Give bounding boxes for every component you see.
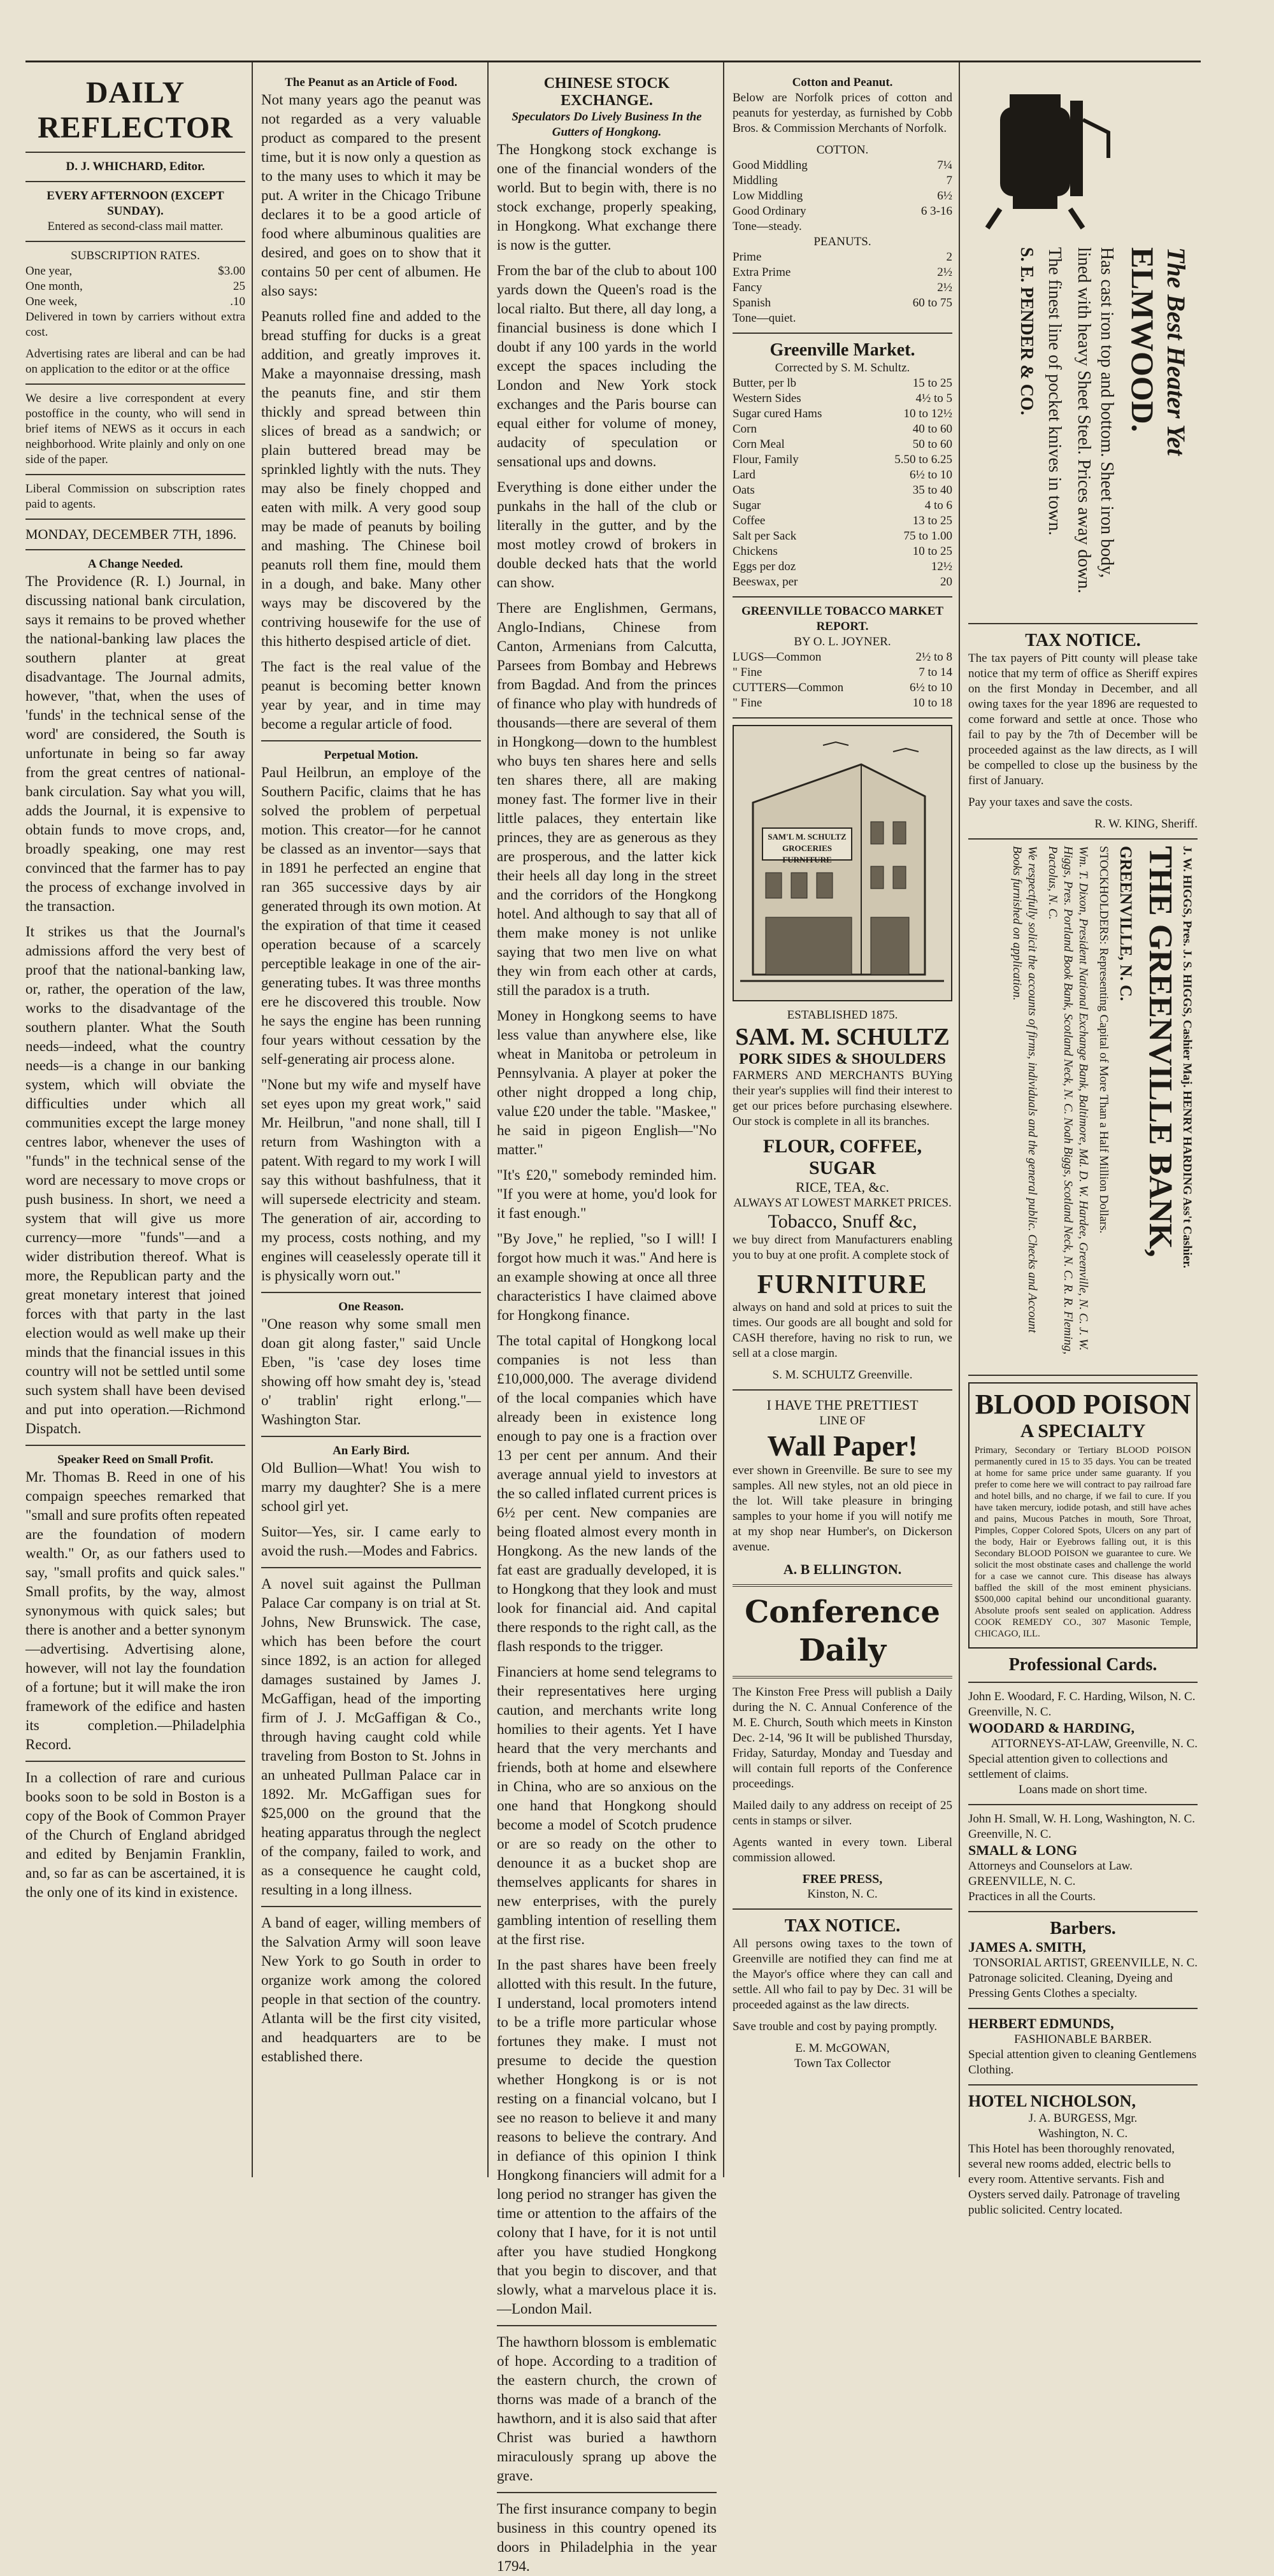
card-text: Loans made on short time.	[1018, 1783, 1148, 1796]
ad-signature: Town Tax Collector	[794, 2057, 891, 2070]
article-heading: Perpetual Motion.	[324, 748, 419, 762]
table-heading: COTTON.	[816, 143, 869, 157]
ad-title: Wall Paper!	[767, 1429, 918, 1462]
article-paragraph: "By Jove," he replied, "so I will! I forgot how much it was." And here is an example showing at once all three characteristics I have claimed above for Hongkong finance.	[497, 1231, 717, 1323]
section-heading: TAX NOTICE.	[784, 1916, 901, 1936]
article-subheading: Speculators Do Lively Business In the Gutters of Hongkong.	[512, 110, 702, 139]
table-heading: PEANUTS.	[813, 235, 871, 248]
ad-subtitle: RICE, TEA, &c.	[796, 1179, 889, 1195]
table-row: " Fine 10 to 18	[733, 696, 952, 710]
article-paragraph: "One reason why some small men doan git along faster," said Uncle Eben, "is 'case dey loses time showing off how smaht dey is, 'stead o' trablin' right erlong."—Washington Star.	[261, 1316, 481, 1428]
column-rule	[723, 62, 724, 2177]
ad-signature: E. M. McGOWAN,	[795, 2042, 890, 2055]
ad-subtitle: FREE PRESS,	[802, 1872, 883, 1886]
article-paragraph: Not many years ago the peanut was not regarded as a very valuable product as compared to the present time, but it is now only a question as to the many uses to which it may be put. A writer in the Chicago Tribune declares it to be a good article of food where albuminous qualities are desired, and goes on to show that it contains 50 per cent of albumen. He also says:	[261, 92, 481, 299]
ad-text: FARMERS AND MERCHANTS BUYing their year's supplies will find their interest to get our prices before purchasing elsewhere. Our stock is complete in all its branches.	[733, 1069, 952, 1128]
table-row: Extra Prime 2½	[733, 266, 952, 279]
column-5	[968, 75, 1198, 2217]
store-sign: SAM'L M. SCHULTZ GROCERIES FURNITURE	[768, 832, 847, 864]
article-heading: The Peanut as an Article of Food.	[285, 76, 457, 89]
column-rule	[959, 62, 960, 2177]
card-role: Washington, N. C.	[1038, 2127, 1128, 2140]
market-table	[733, 376, 952, 590]
column-1	[25, 75, 245, 2171]
ad-subtitle: Kinston, N. C.	[807, 1887, 878, 1901]
peanut-table	[733, 250, 952, 326]
column-2	[261, 75, 481, 2171]
table-row: Corn 40 to 60	[733, 422, 952, 436]
ad-title: The Best Heater Yet	[1162, 247, 1191, 455]
article-paragraph: It strikes us that the Journal's admissions afford the very best of proof that the national-banking law, or, rather, the operation of the law, works to the disadvantage of the southern planter. What the South needs—indeed, what the country needs—is a change in our banking system, which will obviate the difficulties under which all communities except the large money centres labor, whenever the uses of "funds" in the technical sense of the word are necessary to move crops or push business. In short, we need a system that will give us more currency—more "funds"—and a wider distribution thereof. What is more, the Republican party and the great monetary interest that joined forces with that party in the last election would as well make up their minds that the financial issues in this country will not be settled until some such system shall have been devised and put into operation.—Richmond Dispatch.	[25, 924, 245, 1436]
ad-subtitle: PORK SIDES & SHOULDERS	[739, 1051, 946, 1068]
table-row: Coffee 13 to 25	[733, 514, 952, 527]
card-text: Practices in all the Courts.	[968, 1890, 1096, 1903]
ad-text: Has cast iron top and bottom. Sheet iron body, lined with heavy Sheet Steel. Prices away down.	[1074, 247, 1117, 594]
article-paragraph: From the bar of the club to about 100 yards down the Queen's road is the local rialto. But there, all day long, a financial business is done which I doubt if any 100 yards in the world except the spaces including the London and New York stock exchanges and the Paris bourse can equal either for volume of money, audacity of speculation or sensational ups and downs.	[497, 262, 717, 469]
section-heading: Cotton and Peanut.	[792, 76, 893, 89]
ad-signature: A. B ELLINGTON.	[783, 1561, 902, 1577]
card-text: Special attention given to cleaning Gentlemens Clothing.	[968, 2048, 1197, 2077]
ad-title: ELMWOOD.	[1125, 247, 1161, 433]
article-paragraph: Money in Hongkong seems to have less value than anywhere else, like wheat in Manitoba or petroleum in Pennsylvania. A player at poker the other night dropped a long chip, value £20 under the table. "Maskee," he said in pigeon English—"No matter."	[497, 1008, 717, 1157]
market-subheading: Corrected by S. M. Schultz.	[775, 361, 910, 375]
card-text: Special attention given to collections and settlement of claims.	[968, 1752, 1168, 1781]
article-paragraph: Old Bullion—What! You wish to marry my daughter? She is a mere school girl yet.	[261, 1460, 481, 1514]
bank-ad	[968, 846, 1198, 1368]
ad-title: Conference Daily	[745, 1594, 940, 1668]
article-paragraph: "It's £20," somebody reminded him. "If you were at home, you'd look for it fast enough."	[497, 1167, 717, 1221]
established-line: ESTABLISHED 1875.	[787, 1008, 898, 1022]
article-paragraph: The fact is the real value of the peanut is becoming better known year by year, and in time may become a regular article of food.	[261, 659, 481, 732]
ad-subtitle: GREENVILLE, N. C.	[1117, 846, 1135, 1001]
market-subheading: BY O. L. JOYNER.	[794, 635, 891, 648]
ad-text: The tax payers of Pitt county will please take notice that my term of office as Sheriff expires on the first Monday in December, and all owing taxes for the year 1896 are requested to come forward and settle at once. Those who fail to pay by the 7th of December will be proceeded against as the law directs, as I will be compelled to close up the business by the first of January.	[968, 652, 1198, 787]
article-paragraph: The first insurance company to begin business in this country opened its doors in Philadelphia in the year 1794.	[497, 2501, 717, 2574]
advertising-text: Advertising rates are liberal and can be had on application to the editor or at the office	[25, 347, 245, 376]
table-row: Fancy 2½	[733, 281, 952, 294]
table-row: Western Sides 4½ to 5	[733, 392, 952, 405]
article-paragraph: "None but my wife and myself have set eyes upon my great work," said Mr. Heilbrun, "and none shall, till I return from Washington with a patent. With regard to my work I will say this without bashfulness, that it will supersede electricity and steam. The generation of air, according to my process, costs nothing, and my engines will ceaselessly operate till it is physically worn out."	[261, 1077, 481, 1284]
section-heading: Greenville Market.	[769, 340, 915, 360]
table-row: " Fine 7 to 14	[733, 666, 952, 679]
delivered-text: Delivered in town by carriers without extra cost.	[25, 310, 245, 339]
table-row: Tone—steady.	[733, 220, 802, 233]
article-paragraph: Suitor—Yes, sir. I came early to avoid the rush.—Modes and Fabrics.	[261, 1524, 481, 1559]
article-paragraph: In the past shares have been freely allotted with this result. In the future, I understand, local promoters intend to be a trifle more particular whose fortunes they make. I must not presume to decide the question whether Hongkong is or is not resting on a financial volcano, but I see no reason to believe it and many reasons to believe the contrary. And in defiance of this opinion I think Hongkong financiers will admit for a long period no stranger has given the time or attention to the affairs of the colony that I have, for it is not until after you have studied Hongkong that you begin to discover, and that slowly, what a marvelous place it is.—London Mail.	[497, 1957, 717, 2317]
article-paragraph: The hawthorn blossom is emblematic of hope. According to a tradition of the eastern church, the crown of thorns was made of a branch of the hawthorn, and it is also said that after Christ was buried a hawthorn miraculously sprang up above the grave.	[497, 2334, 717, 2484]
ad-text: Mailed daily to any address on receipt of 25 cents in stamps or silver.	[733, 1799, 952, 1828]
card-role: J. A. BURGESS, Mgr.	[1028, 2112, 1138, 2125]
heater-ad-text	[975, 247, 1191, 610]
table-row: Flour, Family 5.50 to 6.25	[733, 453, 952, 466]
article-paragraph: A novel suit against the Pullman Palace Car company is on trial at St. Johns, New Brunswick. The case, which has been before the court since 1892, is an action for alleged damages sustained by James J. McGaffigan, head of the importing firm of J. J. McGaffigan & Co., through having caught cold while traveling from Boston to St. Johns in an unheated Pullman Palace car in 1892. Mr. McGaffigan sues for $25,000 on the ground that the heating apparatus through the neglect of the company, failed to work, and as a consequence he caught cold, resulting in a long illness.	[261, 1576, 481, 1898]
card-role: ATTORNEYS-AT-LAW, Greenville, N. C.	[991, 1737, 1198, 1750]
article-paragraph: In a collection of rare and curious books soon to be sold in Boston is a copy of the Book of Common Prayer of the Church of England abridged and edited by Benjamin Franklin, and, so far as can be ascertained, it is the only one of its kind in existence.	[25, 1770, 245, 1900]
article-paragraph: Financiers at home send telegrams to their representatives here urging caution, and merchants write long homilies to their agents. Yet I have heard that the very merchants and friends, both at home and elsewhere in China, who are so anxious on the one hand that Hongkong should become a model of Scotch prudence or are so ready on the other to denounce it as a bucket shop are themselves applicants for shares in new enterprises, with the purely gambling intention of reselling them at the first rise.	[497, 1664, 717, 1947]
ad-signature: R. W. KING, Sheriff.	[1094, 817, 1198, 831]
card-role: FASHIONABLE BARBER.	[1013, 2033, 1152, 2046]
ad-text: Wm. T. Dixon, President National Exchange Bank, Baltimore, Md. D. W. Hardee, Greenville, N. C. J. W. Higgs, Pres. Portland Book Bank, Scotland Neck, N. C. Noah Biggs, Scotland Neck, N. C. R. R. Fleming, Pactolus, N. C.	[1046, 846, 1090, 1355]
ad-title: BLOOD POISON	[975, 1389, 1191, 1420]
article-paragraph: The Providence (R. I.) Journal, in discussing national bank circulation, says it remains to be proved whether the national-banking law places the southern planter at great disadvantage. The Journal admits, however, "that, when the uses of 'funds' in the technical sense of the word' are considered, the South is unfortunate in being so far away from the great centres of national-bank circulation. Say what you will, adds the Journal, it is expensive to obtain funds to move crops, and, broadly speaking, one may rest convinced that the farmer has to pay the process of exchange involved in the transaction.	[25, 573, 245, 914]
ad-signature: S. M. SCHULTZ Greenville.	[772, 1368, 913, 1382]
card-title: SMALL & LONG	[968, 1842, 1078, 1858]
table-row: Oats 35 to 40	[733, 483, 952, 497]
table-row: Lard 6½ to 10	[733, 468, 952, 482]
table-row: Good Middling 7¼	[733, 159, 952, 172]
entered-line: Entered as second-class mail matter.	[47, 220, 224, 233]
article-heading: Speaker Reed on Small Profit.	[57, 1453, 213, 1466]
table-row: Spanish 60 to 75	[733, 296, 952, 310]
ad-subtitle: Tobacco, Snuff &c,	[768, 1211, 917, 1232]
ad-text: We respectfully solicit the accounts of firms, individuals and the general public. Checks and Account Books furnished on application.	[1010, 846, 1039, 1333]
ad-text: Primary, Secondary or Tertiary BLOOD POISON permanently cured in 15 to 35 days. You can be treated at home for same price under same guaranty. If you prefer to come here we will contract to pay railroad fare and hotel bills, and no charge, if we fail to cure. If you have taken mercury, iodide potash, and still have aches and pains, Mucous Patches in mouth, Sore Throat, Pimples, Copper Colored Spots, Ulcers on any part of the body, Hair or Eyebrows falling out, it is this Secondary BLOOD POISON we guarantee to cure. We solicit the most obstinate cases and challenge the world for a case we cannot cure. This disease has always baffled the skill of the most eminent physicians. $500,000 capital behind our unconditional guaranty. Absolute proofs sent sealed on application. Address COOK REMEDY CO., 307 Masonic Temple, CHICAGO, ILL.	[975, 1445, 1191, 1639]
article-paragraph: Everything is done either under the punkahs in the hall of the club or literally in the gutter, and by the most motley crowd of brokers in double decked hats that the world can show.	[497, 479, 717, 590]
table-row: Chickens 10 to 25	[733, 545, 952, 558]
table-row: Low Middling 6½	[733, 189, 952, 203]
ad-text: Pay your taxes and save the costs.	[968, 796, 1133, 809]
article-paragraph: Peanuts rolled fine and added to the bread stuffing for ducks is a great addition, and greatly improves it. Make a mayonnaise dressing, mash the peanuts fine, and stir them thickly and spread between thin slices of bread as a sandwich; or plain buttered bread may be sprinkled lightly with the nuts. They may also be finely chopped and eaten with milk. A very good soup may be made of peanuts by boiling and mashing. The Chinese boil peanuts roll them fine, mould them in a dough, and bake. Many other ways may be discovered by the contriving housewife for the use of this hitherto despised article of diet.	[261, 308, 481, 649]
table-row: Middling 7	[733, 174, 952, 187]
ad-text: The finest line of pocket knives in town.	[1045, 247, 1064, 536]
card-text: Patronage solicited. Cleaning, Dyeing and Pressing Gents Clothes a specialty.	[968, 1971, 1173, 2000]
ad-text: STOCKHOLDERS: Representing Capital of More Than a Half Million Dollars.	[1097, 846, 1110, 1234]
table-row: Salt per Sack 75 to 1.00	[733, 529, 952, 543]
ad-text: All persons owing taxes to the town of Greenville are notified they can find me at the Mayor's office where they can call and settle. All who fail to pay by Dec. 31 will be proceeded against as the law directs.	[733, 1937, 952, 2012]
table-row: Tone—quiet.	[733, 311, 796, 325]
table-row: Good Ordinary 6 3-16	[733, 204, 952, 218]
article-paragraph: A band of eager, willing members of the Salvation Army will soon leave New York to go South in order to organize work among the colored people in that section of the country. Atlanta will be the first city visited, and headquarters are to be established there.	[261, 1915, 481, 2064]
ad-text: always on hand and sold at prices to suit the times. Our goods are all bought and sold for CASH therefore, having no risk to run, we sell at a close margin.	[733, 1301, 952, 1360]
card-text: This Hotel has been thoroughly renovated, several new rooms added, electric bells to every room. Attentive servants. Fish and Oysters served daily. Patronage of traveling public solicited. Centry located.	[968, 2142, 1180, 2217]
table-row: Sugar 4 to 6	[733, 499, 952, 512]
ad-text: ALWAYS AT LOWEST MARKET PRICES.	[733, 1196, 952, 1210]
stove-icon	[975, 88, 1121, 234]
ad-subtitle: I HAVE THE PRETTIEST	[766, 1397, 919, 1413]
table-row: CUTTERS—Common 6½ to 10	[733, 681, 952, 694]
card-role: TONSORIAL ARTIST, GREENVILLE, N. C.	[973, 1956, 1198, 1970]
column-3	[497, 75, 717, 2574]
table-row: Sugar cured Hams 10 to 12½	[733, 407, 952, 420]
table-row: Eggs per doz 12½	[733, 560, 952, 573]
column-rule	[252, 62, 253, 2177]
card-role: Attorneys and Counselors at Law. GREENVILLE, N. C.	[968, 1859, 1133, 1888]
card-names: John H. Small, W. H. Long, Washington, N. C. Greenville, N. C.	[968, 1812, 1195, 1841]
market-intro: Below are Norfolk prices of cotton and peanuts for yesterday, as furnished by Cobb Bros. & Commission Merchants of Norfolk.	[733, 91, 952, 135]
editor-line: D. J. WHICHARD, Editor.	[66, 160, 205, 173]
section-heading: GREENVILLE TOBACCO MARKET REPORT.	[741, 605, 944, 633]
ad-subtitle: A SPECIALTY	[1020, 1420, 1146, 1442]
section-heading: Professional Cards.	[1008, 1655, 1157, 1675]
article-paragraph: The Hongkong stock exchange is one of the financial wonders of the world. But to begin with, there is no stock exchange, properly speaking, in Hongkong. What exchange there is now is the gutter.	[497, 141, 717, 253]
ad-signature: S. E. PENDER & CO.	[1017, 247, 1036, 415]
blood-poison-ad	[968, 1382, 1198, 1649]
ad-text: Agents wanted in every town. Liberal commission allowed.	[733, 1836, 952, 1864]
section-heading: Barbers.	[1050, 1919, 1116, 1938]
card-title: HOTEL NICHOLSON,	[968, 2092, 1136, 2110]
ad-title: THE GREENVILLE BANK,	[1142, 846, 1178, 1257]
newspaper-page	[25, 61, 1201, 2574]
card-title: HERBERT EDMUNDS,	[968, 2015, 1114, 2031]
ad-text: we buy direct from Manufacturers enabling you to buy at one profit. A complete stock of	[733, 1233, 952, 1262]
article-paragraph: Mr. Thomas B. Reed in one of his compaign speeches remarked that "small and sure profits often repeated are the foundation of modern wealth." Or, as our fathers used to say, "small profits and quick sales." Small profits, by the way, almost synonymous with quick sales; but there is another and a better synonym—advertising. Advertising alone, however, will not lay the foundation of a fortune; but it will make the iron framework of the edifice and hasten its completion.—Philadelphia Record.	[25, 1469, 245, 1752]
commission-text: Liberal Commission on subscription rates paid to agents.	[25, 482, 245, 511]
article-paragraph: The total capital of Hongkong local companies is not less than £10,000,000. The average dividend of the local companies which have already been in existence long enough to pay one is a fraction over 13 per cent per annum. And their average annual yield to investors at the so called inflated current prices is 6½ per cent. New companies are being floated almost every month in Hongkong. As the new lands of the fat east are gradually developed, it is to Hongkong that they look and must look for financial aid. And capital there responds to the right call, as the flash responds to the trigger.	[497, 1333, 717, 1654]
bank-ad-text	[968, 846, 1194, 1365]
ad-text: ever shown in Greenville. Be sure to see my samples. All new styles, not an old piece in the lot. Will take pleasure in bringing samples to your home if you will notify me at my shop near Humber's, on Dickerson avenue.	[733, 1464, 952, 1554]
table-row: Butter, per lb 15 to 25	[733, 376, 952, 390]
correspondent-text: We desire a live correspondent at every postoffice in the county, who will send in brief items of NEWS as it occurs in each neighborhood. Write plainly and only on one side of the paper.	[25, 392, 245, 466]
ad-text: Save trouble and cost by paying promptly.	[733, 2020, 938, 2033]
card-title: WOODARD & HARDING,	[968, 1720, 1134, 1736]
article-paragraph: Paul Heilbrun, an employe of the Southern Pacific, claims that he has solved the problem of perpetual motion. This creator—for he cannot be classed as an inventor—says that in 1891 he perfected an engine that ran 365 successive days by air generated through its own motion. At the expiration of that time it ceased operation because of a scarcely perceptible leakage in one of the air-generating tubes. It was three months ere he discovered this trouble. Now he says the engine has been running four years without cessation by the self-generating air process alone.	[261, 764, 481, 1067]
bank-officers: J. W. HIGGS, Pres. J. S. HIGGS, Cashier Maj. HENRY HARDING Ass't Cashier.	[1180, 846, 1194, 1268]
table-row: LUGS—Common 2½ to 8	[733, 650, 952, 664]
article-heading: One Reason.	[338, 1300, 404, 1313]
ad-subtitle: LINE OF	[819, 1414, 866, 1428]
tobacco-table	[733, 650, 952, 711]
store-illustration	[733, 725, 952, 1001]
issue-date: MONDAY, DECEMBER 7TH, 1896.	[25, 526, 237, 542]
article-heading: A Change Needed.	[87, 557, 183, 571]
table-row: Prime 2	[733, 250, 952, 264]
cotton-table	[733, 158, 952, 234]
section-heading: TAX NOTICE.	[1025, 631, 1141, 650]
table-row: Beeswax, per 20	[733, 575, 952, 589]
table-row: Corn Meal 50 to 60	[733, 438, 952, 451]
card-names: John E. Woodard, F. C. Harding, Wilson, N. C. Greenville, N. C.	[968, 1690, 1196, 1719]
column-rule	[487, 62, 489, 2177]
heater-ad	[968, 75, 1198, 617]
card-title: JAMES A. SMITH,	[968, 1939, 1086, 1955]
ad-title: FURNITURE	[757, 1270, 928, 1299]
masthead: DAILY REFLECTOR	[38, 76, 233, 145]
ad-title: SAM. M. SCHULTZ	[735, 1024, 950, 1050]
article-paragraph: There are Englishmen, Germans, Anglo-Indians, Chinese from Canton, Armenians from Calcutta, Parsees from Bombay and Hebrews from Bagdad. And from the princes of finance who play with hundreds of thousands—there are several of them in Hongkong—down to the humblest who buys ten shares here and sells ten shares there, all are making money fast. The former live in their little palaces, they entertain like princes, they are as generous as they are prosperous, and the latter kick their heels all day long in the street and the corridors of the Hongkong hotel. And although to say that all of them make money is not unlike saying that two men live on what they win from each other at cards, still the paradox is a truth.	[497, 600, 717, 998]
ad-subtitle: FLOUR, COFFEE, SUGAR	[762, 1136, 922, 1178]
schedule-line: EVERY AFTERNOON (EXCEPT SUNDAY).	[47, 189, 224, 218]
article-heading: An Early Bird.	[333, 1444, 410, 1457]
column-4	[733, 75, 952, 2171]
article-heading: CHINESE STOCK EXCHANGE.	[543, 75, 670, 109]
rates-table: One year, $3.00 One month, 25 One week, .10	[25, 264, 245, 308]
subscription-title: SUBSCRIPTION RATES.	[71, 249, 200, 262]
ad-text: The Kinston Free Press will publish a Daily during the N. C. Annual Conference of the M. E. Church, South which meets in Kinston Dec. 2-14, '96 It will be published Thursday, Friday, Saturday, Monday and Tuesday and will contain full reports of the Conference proceedings.	[733, 1685, 952, 1791]
